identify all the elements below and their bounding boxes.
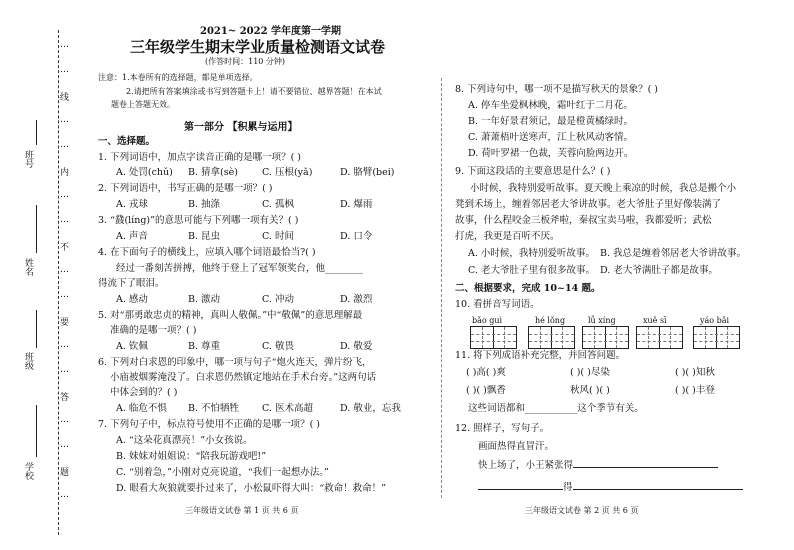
section1-heading: 一、选择题。	[98, 136, 156, 147]
q1-option-a[interactable]: A. 处罚(chǔ)	[116, 167, 173, 178]
cut-line-char: …	[60, 340, 69, 350]
q4-option-d[interactable]: D. 激烈	[340, 294, 373, 305]
question-3: 3. “鼗(líng)”的意思可能与下列哪一项有关？( )	[98, 215, 299, 226]
field-label-school: 学校	[23, 462, 33, 480]
q9-option-d[interactable]: D. 老大爷满肚子都是故事。	[600, 265, 718, 276]
q4-option-c[interactable]: C. 冲动	[262, 294, 294, 305]
section2-heading: 二、根据要求，完成 10~14 题。	[455, 283, 601, 294]
writing-grid-1[interactable]	[470, 326, 517, 349]
q2-option-d[interactable]: D. 爆雨	[340, 199, 373, 210]
question-4: 4. 在下面句子的横线上，应填入哪个词语最恰当?( )	[98, 247, 316, 258]
cut-line-char: …	[60, 290, 69, 300]
note-2: 2.请把所有答案填涂或书写到答题卡上！请不要错位、越界答题！在本试	[126, 87, 382, 96]
q7-option-c[interactable]: C. “别着急，”小刚对克亮说道，“我们一起想办法。”	[116, 467, 329, 478]
cut-line-char: …	[60, 140, 69, 150]
q9-passage-line-2: 凳到禾场上，缠着邻居老大爷讲故事。老大爷肚子里好像装满了	[455, 199, 722, 210]
footer-page-2: 三年级语文试卷 第 2 页 共 6 页	[525, 506, 639, 515]
exam-year: 2021~ 2022 学年度第一学期	[200, 26, 342, 37]
q8-option-c[interactable]: C. 萧萧梧叶送寒声，江上秋风动客情。	[468, 132, 633, 143]
q9-option-a[interactable]: A. 小时候，我特别爱听故事。	[468, 248, 595, 259]
cut-line-char: …	[60, 40, 69, 50]
q9-option-c[interactable]: C. 老大爷肚子里有很多故事。	[468, 265, 595, 276]
note-2-cont: 题卷上答题无效。	[111, 100, 175, 109]
idiom-2[interactable]: ( )( )尽染	[570, 367, 610, 378]
question-1: 1. 下列词语中，加点字读音正确的是哪一项？( )	[98, 152, 302, 163]
pinyin-1: bǎo guì	[472, 316, 503, 325]
q12-answer-line-3[interactable]	[573, 489, 743, 490]
cut-line-char: …	[60, 415, 69, 425]
q12-answer-line-1[interactable]	[573, 467, 718, 468]
column-divider	[441, 78, 442, 498]
q12-answer-line-2[interactable]	[478, 489, 563, 490]
q5-option-d[interactable]: D. 敬爱	[340, 341, 373, 352]
field-label-class: 班级	[23, 352, 33, 370]
q6-option-b[interactable]: B. 不怕牺牲	[188, 403, 240, 414]
q2-option-b[interactable]: B. 抽涤	[188, 199, 221, 210]
q7-option-b[interactable]: B. 妹妹对姐姐说：“陪我玩游戏吧!”	[116, 451, 267, 462]
field-line-school[interactable]	[36, 405, 37, 457]
pinyin-4: xuě sī	[643, 316, 667, 325]
question-9: 9. 下面这段话的主要意思是什么？( )	[455, 166, 611, 177]
idiom-3[interactable]: ( )( )知秋	[675, 367, 715, 378]
q5-option-a[interactable]: A. 钦佩	[116, 341, 148, 352]
question-8: 8. 下列诗句中，哪一项不是描写秋天的景象？( )	[455, 84, 659, 95]
question-12: 12. 照样子，写句子。	[455, 423, 550, 434]
part1-heading: 第一部分 【积累与运用】	[184, 122, 298, 133]
question-10: 10. 看拼音写词语。	[455, 299, 540, 310]
q9-option-b[interactable]: B. 我总是缠着邻居老大爷讲故事。	[600, 248, 747, 259]
cut-line-char: …	[60, 490, 69, 500]
q11-question: 这些词语都和___________这个季节有关。	[468, 403, 644, 414]
cut-line-char: 题	[60, 468, 70, 478]
q12-prompt-text: 快上场了，小王紧张得	[478, 460, 574, 471]
question-11: 11. 将下列成语补充完整，并回答问题。	[455, 350, 626, 361]
q4-option-b[interactable]: B. 激动	[188, 294, 221, 305]
q1-option-c[interactable]: C. 压根(yǎ)	[262, 167, 313, 178]
q6-option-c[interactable]: C. 医术高超	[262, 403, 313, 414]
q12-prompt	[478, 460, 718, 472]
cut-line-char: …	[60, 115, 69, 125]
idiom-5[interactable]: 秋风( )( )	[570, 385, 610, 396]
q5-option-b[interactable]: B. 尊重	[188, 341, 221, 352]
q4-option-a[interactable]: A. 感动	[116, 294, 148, 305]
writing-grid-4[interactable]	[636, 326, 683, 349]
cut-line-char: 要	[60, 318, 70, 328]
cut-line	[58, 30, 59, 535]
writing-grid-2[interactable]	[528, 326, 575, 349]
cut-line-char: …	[60, 440, 69, 450]
question-6-cont-1: 小庙被烟雾淹没了。白求恩仍然镇定地站在手术台旁。”这两句话	[110, 372, 377, 383]
question-6-cont-2: 中体会到的？( )	[110, 387, 178, 398]
q12-example: 画面热得直冒汗。	[478, 441, 555, 452]
q9-passage-line-4: 打虎，我更是百听不厌。	[455, 231, 560, 242]
q8-option-a[interactable]: A. 停车坐爱枫林晚，霜叶红于二月花。	[468, 100, 633, 111]
q1-option-d[interactable]: D. 胳臂(bei)	[340, 167, 395, 178]
cut-line-char: 内	[60, 168, 70, 178]
q8-option-b[interactable]: B. 一年好景君须记，最是橙黄橘绿时。	[468, 116, 634, 127]
cut-line-char: …	[60, 365, 69, 375]
q3-option-d[interactable]: D. 口令	[340, 231, 373, 242]
q7-option-a[interactable]: A. “这朵花真漂亮！”小女孩说。	[116, 435, 253, 446]
writing-grid-3[interactable]	[582, 326, 629, 349]
cut-line-char: 不	[60, 243, 70, 253]
q12-prompt-2	[478, 482, 743, 494]
footer-page-1: 三年级语文试卷 第 1 页 共 6 页	[185, 506, 299, 515]
q2-option-c[interactable]: C. 孤枫	[262, 199, 294, 210]
pinyin-2: hé lǒng	[535, 316, 566, 325]
exam-title: 三年级学生期末学业质量检测语文试卷	[130, 38, 386, 56]
pinyin-3: lǚ xíng	[588, 316, 616, 325]
field-label-number: 班号	[23, 150, 33, 168]
cut-line-char: 答	[60, 393, 70, 403]
q4-passage-line-2: 得流下了眼泪。	[98, 278, 165, 289]
idiom-1[interactable]: ( )高( )爽	[466, 367, 506, 378]
q3-option-c[interactable]: C. 时间	[262, 231, 294, 242]
question-6: 6. 下列对白求恩的印象中，哪一项与句子“炮火连天，弹片纷飞，	[98, 357, 372, 368]
q1-option-b[interactable]: B. 猜拿(sè)	[188, 167, 238, 178]
cut-line-char: 线	[60, 93, 70, 103]
q9-passage-line-3: 故事，什么程咬金三板斧啦，秦叔宝卖马啦，我都爱听；武松	[455, 215, 712, 226]
q3-option-b[interactable]: B. 昆虫	[188, 231, 221, 242]
exam-time: (作答时间：110 分钟)	[205, 57, 286, 66]
field-line-name[interactable]	[36, 205, 37, 253]
q2-option-a[interactable]: A. 戎球	[116, 199, 148, 210]
q6-option-a[interactable]: A. 临危不惧	[116, 403, 167, 414]
question-7: 7. 下列句子中，标点符号使用不正确的是哪一项？( )	[98, 419, 321, 430]
cut-line-char: …	[60, 265, 69, 275]
field-line-number[interactable]	[36, 120, 37, 145]
q4-passage-line-1: 经过一番刻苦拼搏，他终于登上了冠军领奖台，他________	[116, 263, 364, 274]
q3-option-a[interactable]: A. 声音	[116, 231, 148, 242]
q5-option-c[interactable]: C. 敬畏	[262, 341, 294, 352]
idiom-6[interactable]: ( )( )丰登	[675, 385, 715, 396]
q6-option-d[interactable]: D. 敬业，忘我	[340, 403, 401, 414]
q12-prompt-2-text: 得	[563, 482, 573, 493]
idiom-4[interactable]: ( )( )飘香	[466, 385, 506, 396]
cut-line-char: …	[60, 65, 69, 75]
cut-line-char: …	[60, 190, 69, 200]
field-label-name: 姓名	[23, 258, 33, 276]
question-5: 5. 对“那勇敢忠贞的精神，真叫人敬佩。”中“敬佩”的意思理解最	[98, 310, 363, 321]
question-2: 2. 下列词语中，书写正确的是哪一项？( )	[98, 183, 273, 194]
q8-option-d[interactable]: D. 荷叶罗裙一色裁，芙蓉向脸两边开。	[468, 148, 634, 159]
question-5-cont: 准确的是哪一项？( )	[110, 325, 197, 336]
field-line-class[interactable]	[36, 310, 37, 348]
cut-line-char: …	[60, 215, 69, 225]
note-1: 注意：1.本卷所有的选择题，都是单项选择。	[98, 73, 258, 82]
q7-option-d[interactable]: D. 眼看大灰狼就要扑过来了，小松鼠吓得大叫：“救命！救命！”	[116, 483, 387, 494]
q9-passage-line-1: 小时候，我特别爱听故事。夏天晚上乘凉的时候，我总是搬个小	[470, 183, 737, 194]
writing-grid-5[interactable]	[693, 326, 740, 349]
pinyin-5: yáo bǎi	[700, 316, 730, 325]
